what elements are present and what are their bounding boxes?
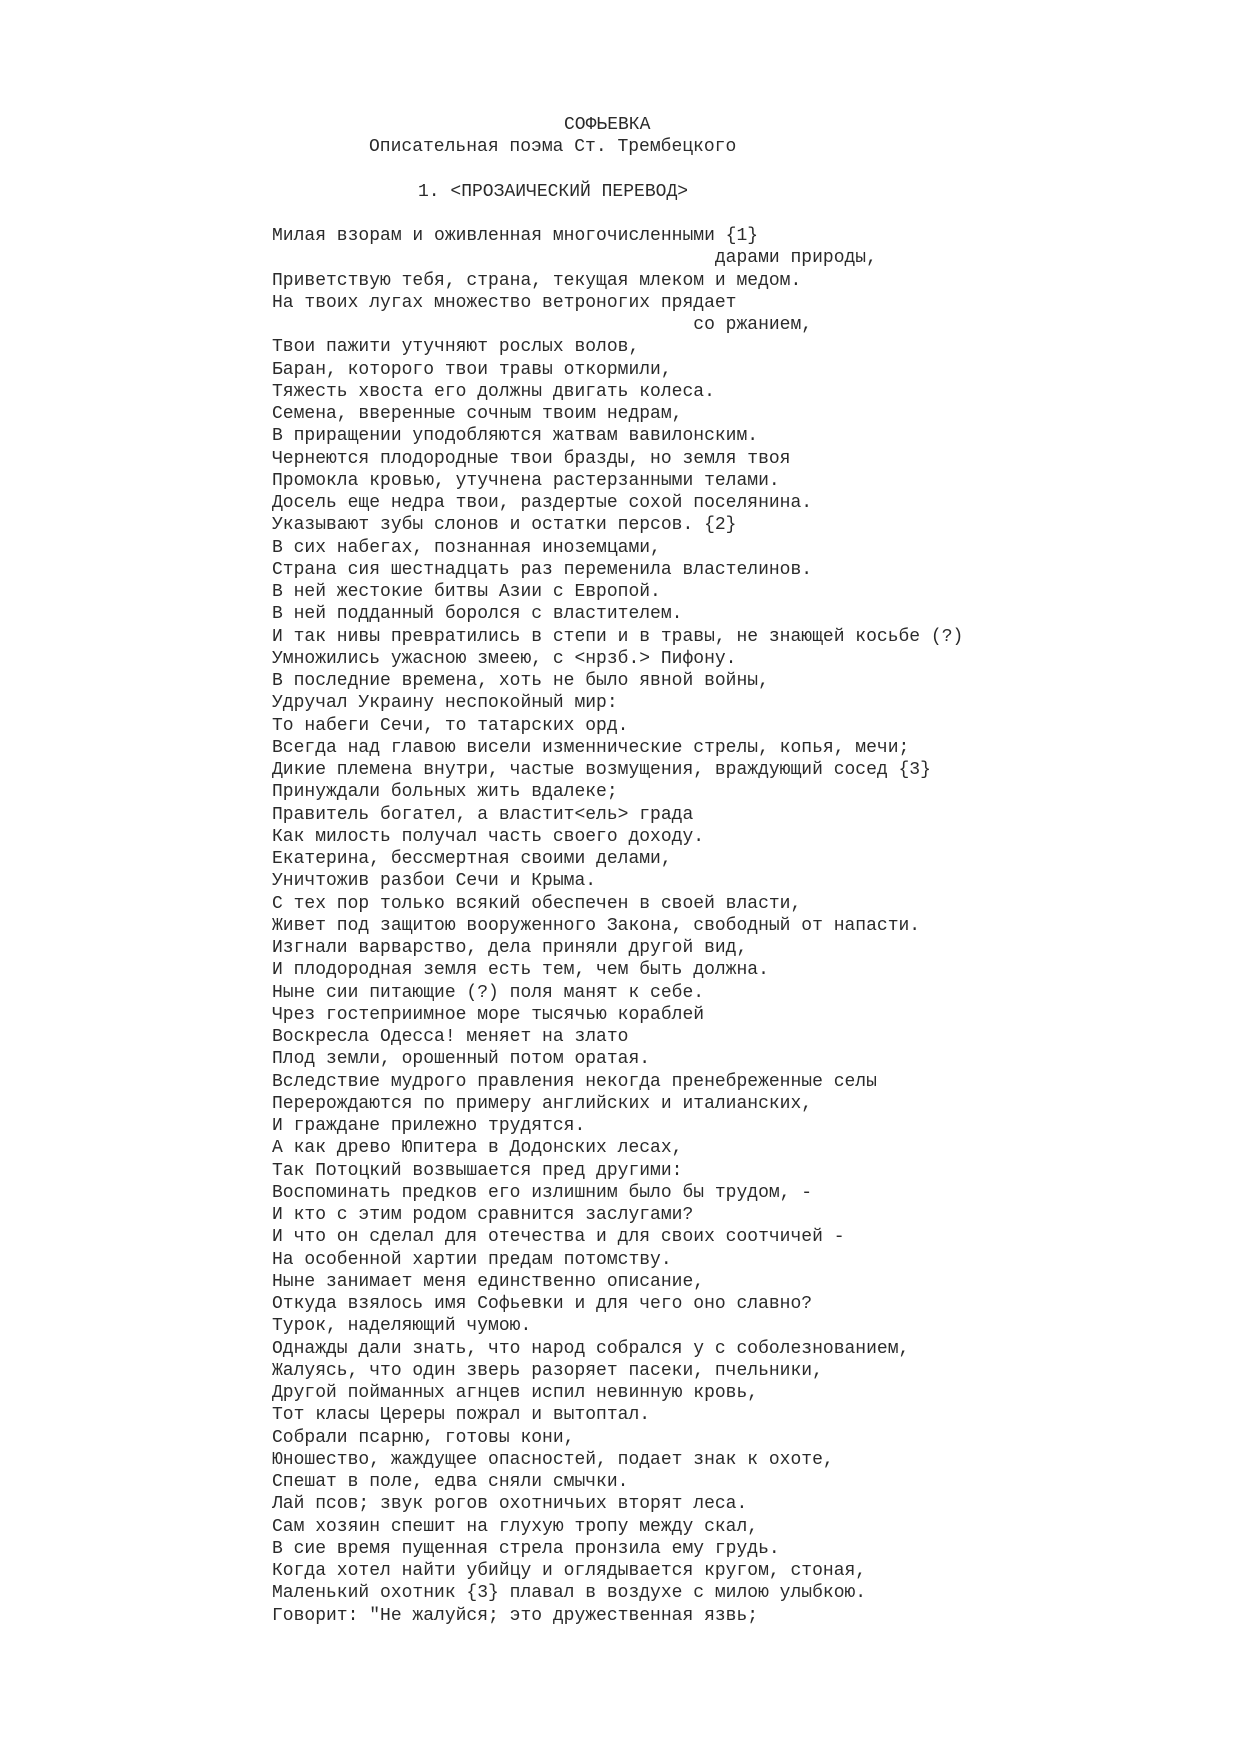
text-line: В ней жестокие битвы Азии с Европой. (272, 582, 661, 602)
document-heading (272, 114, 736, 203)
text-line: Приветствую тебя, страна, текущая млеком и медом. (272, 270, 802, 291)
text-line: И что он сделал для отечества и для своих соотчичей - (272, 1227, 845, 1248)
text-line: Лай псов; звук рогов охотничьих вторят леса. (272, 1494, 748, 1515)
text-line: Чрез гостеприимное море тысячью кораблей (272, 1004, 705, 1025)
text-line: Однажды дали знать, что народ собрался у с соболезнованием, (272, 1338, 910, 1359)
text-line: Другой пойманных агнцев испил невинную кровь, (272, 1383, 759, 1403)
text-line: Страна сия шестнадцать раз переменила властелинов. (272, 559, 813, 580)
text-line: Откуда взялось имя Софьевки и для чего оно славно? (272, 1294, 813, 1314)
text-line: Перерождаются по примеру английских и италианских, (272, 1093, 813, 1114)
text-line: Изгнали варварство, дела приняли другой вид, (272, 938, 748, 958)
text-line: Вследствие мудрого правления некогда пренебреженные селы (272, 1071, 877, 1092)
text-line: Маленький охотник {3} плавал в воздухе с милою улыбкою. (272, 1583, 867, 1604)
text-line: На особенной хартии предам потомству. (272, 1249, 672, 1270)
text-line: Когда хотел найти убийцу и оглядывается кругом, стоная, (272, 1561, 867, 1581)
text-line: Удручал Украину неспокойный мир: (272, 693, 618, 714)
text-line: Тяжесть хвоста его должны двигать колеса. (272, 381, 715, 402)
text-line: Тот класы Цереры пожрал и вытоптал. (272, 1405, 651, 1426)
text-line: Ныне сии питающие (?) поля манят к себе. (272, 982, 705, 1003)
text-line: В ней подданный боролся с властителем. (272, 604, 683, 625)
text-line: И кто с этим родом сравнится заслугами? (272, 1205, 694, 1225)
text-line: Всегда над главою висели изменнические стрелы, копья, мечи; (272, 737, 910, 758)
text-line: Твои пажити утучняют рослых волов, (272, 337, 640, 358)
section-heading: 1. <ПРОЗАИЧЕСКИЙ ПЕРЕВОД> (418, 181, 689, 202)
text-line: Принуждали больных жить вдалеке; (272, 782, 618, 803)
text-line: со ржанием, (272, 315, 813, 335)
text-line: Милая взорам и оживленная многочисленными {1} (272, 226, 759, 246)
text-line: В приращении уподобляются жатвам вавилонским. (272, 426, 759, 447)
text-line: Указывают зубы слонов и остатки персов. {2} (272, 515, 737, 536)
text-line: Собрали псарню, готовы кони, (272, 1427, 575, 1448)
text-line: Правитель богател, а властит<ель> града (272, 804, 694, 825)
text-line: В сих набегах, познанная иноземцами, (272, 537, 661, 558)
text-line: Воскресла Одесса! меняет на злато (272, 1027, 629, 1047)
text-line: Баран, которого твои травы откормили, (272, 359, 672, 380)
text-line: Юношество, жаждущее опасностей, подает знак к охоте, (272, 1449, 834, 1470)
text-line: И граждане прилежно трудятся. (272, 1116, 586, 1136)
poem-text (272, 225, 963, 1627)
text-line: Чернеются плодородные твои бразды, но земля твоя (272, 448, 791, 469)
text-line: И плодородная земля есть тем, чем быть должна. (272, 960, 769, 981)
text-line: Екатерина, бессмертная своими делами, (272, 849, 672, 869)
text-line: В сие время пущенная стрела пронзила ему грудь. (272, 1538, 780, 1559)
text-line: Как милость получал часть своего доходу. (272, 826, 705, 847)
text-line: Промокла кровью, утучнена растерзанными телами. (272, 470, 780, 491)
text-line: Ныне занимает меня единственно описание, (272, 1271, 705, 1292)
document-title: СОФЬЕВКА (564, 115, 651, 135)
text-line: Сам хозяин спешит на глухую тропу между скал, (272, 1516, 759, 1537)
text-line: Семена, вверенные сочным твоим недрам, (272, 404, 683, 424)
text-line: Говорит: "Не жалуйся; это дружественная язвь; (272, 1605, 759, 1626)
text-line: Уничтожив разбои Сечи и Крыма. (272, 871, 597, 892)
text-line: Умножились ужасною змеею, с <нрзб.> Пифону. (272, 648, 737, 669)
text-line: дарами природы, (272, 248, 877, 269)
text-line: Турок, наделяющий чумою. (272, 1316, 532, 1337)
text-line: То набеги Сечи, то татарских орд. (272, 715, 629, 736)
text-line: И так нивы превратились в степи и в травы, не знающей косьбе (?) (272, 626, 964, 647)
text-line: Досель еще недра твои, раздертые сохой поселянина. (272, 493, 813, 513)
text-line: Жалуясь, что один зверь разоряет пасеки, пчельники, (272, 1360, 823, 1381)
text-line: А как древо Юпитера в Додонских лесах, (272, 1138, 683, 1159)
text-line: С тех пор только всякий обеспечен в своей власти, (272, 893, 802, 914)
text-line: В последние времена, хоть не было явной войны, (272, 671, 769, 691)
text-line: Живет под защитою вооруженного Закона, свободный от напасти. (272, 915, 921, 936)
text-line: Воспоминать предков его излишним было бы трудом, - (272, 1182, 813, 1203)
text-line: На твоих лугах множество ветроногих прядает (272, 292, 737, 313)
text-line: Плод земли, орошенный потом оратая. (272, 1049, 651, 1070)
document-subtitle: Описательная поэма Ст. Трембецкого (369, 137, 737, 158)
text-line: Дикие племена внутри, частые возмущения, враждующий сосед {3} (272, 760, 931, 780)
text-line: Спешат в поле, едва сняли смычки. (272, 1472, 629, 1492)
text-line: Так Потоцкий возвышается пред другими: (272, 1160, 683, 1181)
